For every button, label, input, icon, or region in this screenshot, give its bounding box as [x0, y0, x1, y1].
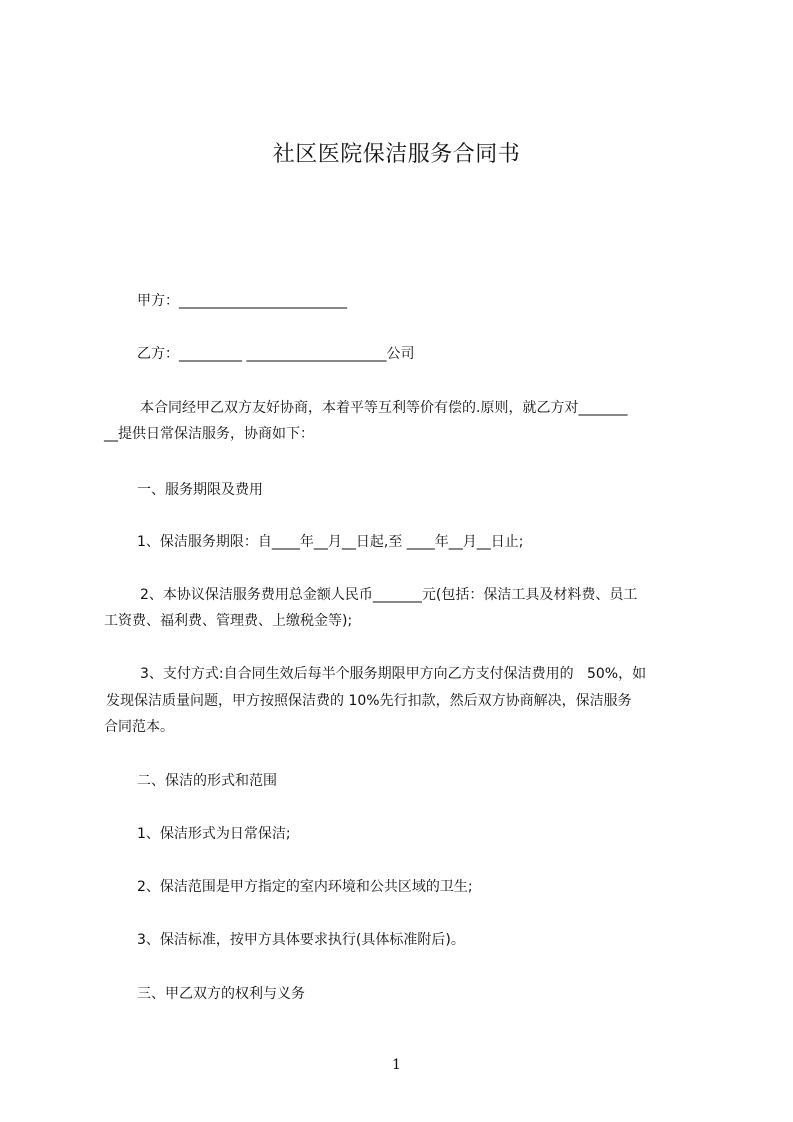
- item-2-1: 1、保洁形式为日常保洁;: [137, 826, 291, 842]
- party-a-line: 甲方：________________________: [137, 293, 347, 309]
- item-1-2-line-2: 工资费、福利费、管理费、上缴税金等);: [104, 613, 353, 629]
- intro-paragraph-line-2: __提供日常保洁服务，协商如下：: [104, 426, 314, 442]
- item-1-3-line-1: 3、支付方式:自合同生效后每半个服务期限甲方向乙方支付保洁费用的 50%，如: [140, 666, 647, 682]
- item-1-3-line-3: 合同范本。: [104, 719, 174, 735]
- page-number: 1: [392, 1057, 401, 1073]
- section-2-heading: 二、保洁的形式和范围: [137, 773, 277, 789]
- document-title: 社区医院保洁服务合同书: [272, 142, 521, 167]
- section-1-heading: 一、服务期限及费用: [137, 482, 263, 498]
- item-2-2: 2、保洁范围是甲方指定的室内环境和公共区域的卫生;: [137, 879, 473, 895]
- item-1-3-line-2: 发现保洁质量问题，甲方按照保洁费的 10%先行扣款，然后双方协商解决，保洁服务: [106, 693, 632, 709]
- item-2-3: 3、保洁标准，按甲方具体要求执行(具体标准附后)。: [137, 932, 465, 948]
- item-1-2-line-1: 2、本协议保洁服务费用总金额人民币_______元(包括：保洁工具及材料费、员工: [140, 587, 638, 603]
- item-1-1-service-period: 1、保洁服务期限：自____年__月__日起,至 ____年__月__日止;: [137, 534, 524, 550]
- section-3-heading: 三、甲乙双方的权利与义务: [137, 986, 305, 1002]
- intro-paragraph-line-1: 本合同经甲乙双方友好协商，本着平等互利等价有偿的.原则，就乙方对_______: [140, 400, 628, 416]
- party-b-line: 乙方：_________ ____________________公司: [137, 346, 415, 362]
